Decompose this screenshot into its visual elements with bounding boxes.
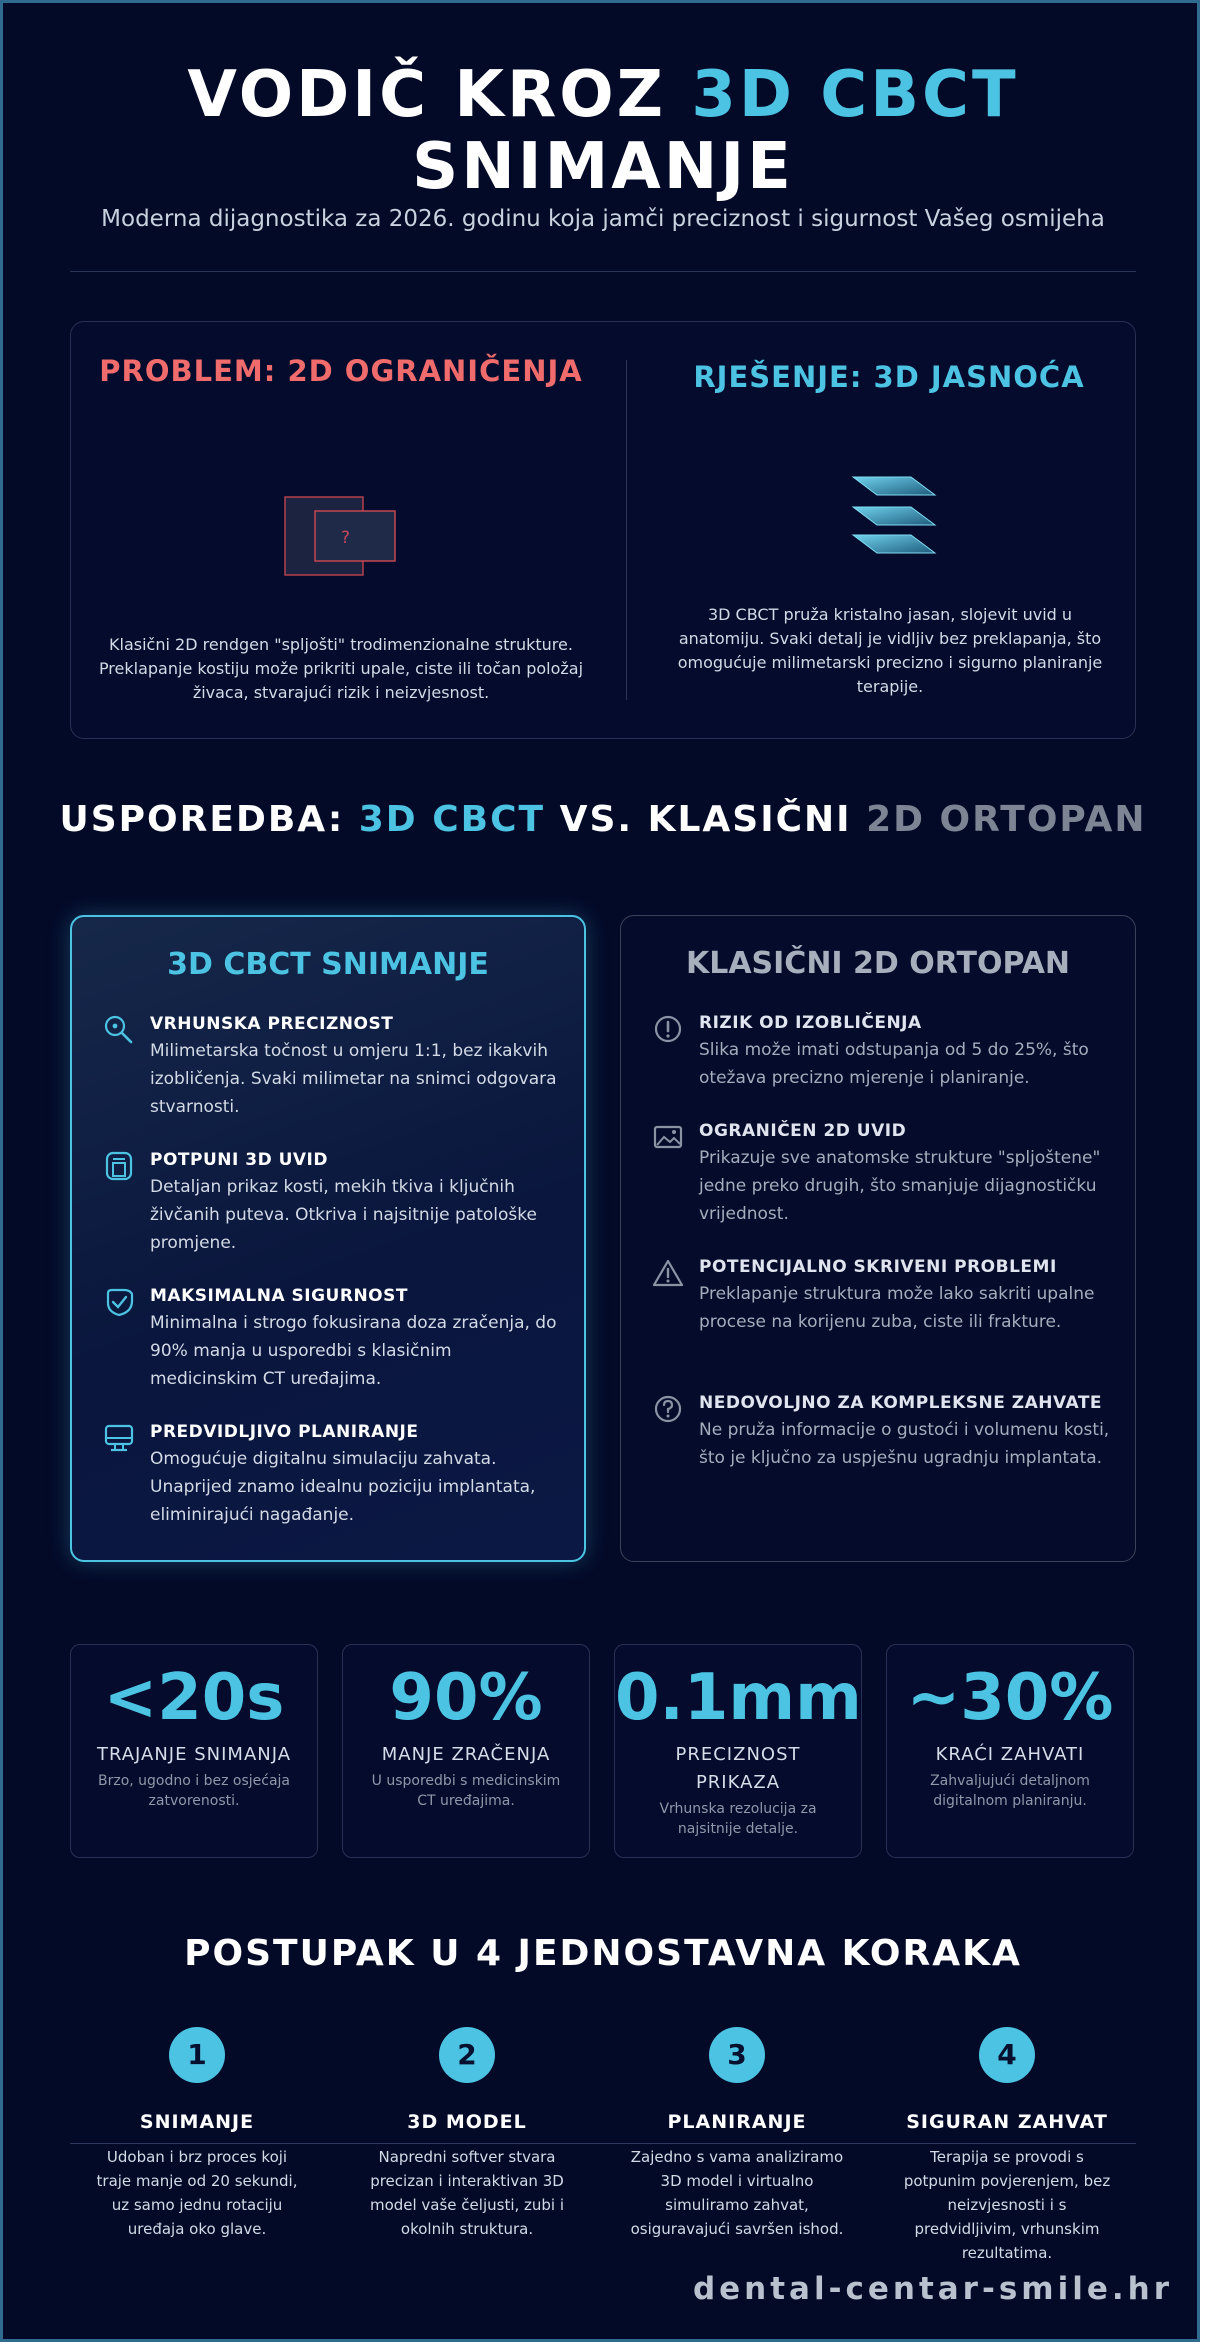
step-text: Udoban i brz proces koji traje manje od 20 sekundi, uz samo jednu rotaciju uređaja oko glave.	[96, 2148, 298, 2238]
stat-description: Vrhunska rezolucija za najsitnije detalje.	[659, 1801, 817, 1837]
stat-value: ~30%	[906, 1661, 1114, 1735]
step-text: Napredni softver stvara precizan i interaktivan 3D model vaše čeljusti, zubi i okolnih struktura.	[369, 2148, 565, 2238]
step-item	[352, 2027, 582, 2241]
page-title	[3, 59, 1203, 203]
cube-icon	[102, 1149, 136, 1183]
feature-item	[651, 1118, 1111, 1228]
comparison-title-part-2: 3D CBCT	[358, 799, 546, 840]
alert-circle-icon	[651, 1012, 685, 1046]
header-divider	[70, 271, 1136, 272]
layers-icon	[851, 473, 937, 557]
stat-value: <20s	[103, 1661, 285, 1735]
step-number-badge: 2	[439, 2027, 495, 2083]
feature-item	[651, 1390, 1111, 1472]
title-line-2: SNIMANJE	[412, 130, 794, 204]
stat-card-precision	[614, 1644, 862, 1858]
step-text: Terapija se provodi s potpunim povjerenjem, bez neizvjesnosti i s predvidljivim, vrhunskim rezultatima.	[903, 2148, 1111, 2262]
step-title: 3D MODEL	[407, 2111, 527, 2133]
card-2d-title: KLASIČNI 2D ORTOPAN	[685, 946, 1071, 981]
image-icon	[651, 1120, 685, 1154]
stat-card-radiation	[342, 1644, 590, 1858]
feature-item	[651, 1254, 1111, 1336]
comparison-title	[3, 799, 1203, 841]
stat-card-duration	[70, 1644, 318, 1858]
step-title: SIGURAN ZAHVAT	[906, 2111, 1108, 2133]
feature-text: Milimetarska točnost u omjeru 1:1, bez ikakvih izobličenja. Svaki milimetar na snimci odgovara stvarnosti.	[150, 1041, 557, 1117]
stat-label: PRECIZNOST PRIKAZA	[675, 1744, 801, 1793]
stat-card-shorter	[886, 1644, 1134, 1858]
feature-heading: PREDVIDLJIVO PLANIRANJE	[150, 1422, 419, 1442]
stat-value: 0.1mm	[615, 1661, 862, 1735]
feature-item	[102, 1011, 562, 1121]
feature-text: Omogućuje digitalnu simulaciju zahvata. Unaprijed znamo idealnu poziciju implantata, eliminirajući nagađanje.	[150, 1449, 536, 1525]
feature-heading: NEDOVOLJNO ZA KOMPLEKSNE ZAHVATE	[699, 1393, 1103, 1413]
solution-title: RJEŠENJE: 3D JASNOĆA	[693, 360, 1085, 394]
step-item	[892, 2027, 1122, 2265]
feature-heading: OGRANIČEN 2D UVID	[699, 1121, 907, 1141]
xray-overlap-icon	[283, 495, 399, 579]
card-3d-cbct	[70, 915, 586, 1562]
steps-title: POSTUPAK U 4 JEDNOSTAVNA KORAKA	[184, 1933, 1022, 1974]
warning-triangle-icon	[651, 1256, 685, 1290]
feature-text: Prikazuje sve anatomske strukture "spljoštene" jedne preko drugih, što smanjuje dijagnostičku vrijednost.	[699, 1148, 1101, 1224]
feature-item	[651, 1010, 1111, 1092]
card-2d-ortopan	[620, 915, 1136, 1562]
step-title: SNIMANJE	[139, 2111, 255, 2133]
problem-solution-separator	[626, 360, 627, 700]
problem-text: Klasični 2D rendgen "spljošti" trodimenzionalne strukture. Preklapanje kostiju može prikriti upale, ciste ili točan položaj živaca, stvarajući rizik i neizvjesnost.	[98, 635, 584, 702]
stat-description: U usporedbi s medicinskim CT uređajima.	[371, 1773, 561, 1809]
feature-heading: MAKSIMALNA SIGURNOST	[150, 1286, 408, 1306]
stat-label: TRAJANJE SNIMANJA	[96, 1744, 292, 1765]
feature-text: Slika može imati odstupanja od 5 do 25%, što otežava precizno mjerenje i planiranje.	[699, 1040, 1089, 1088]
feature-heading: POTENCIJALNO SKRIVENI PROBLEMI	[699, 1257, 1057, 1277]
feature-heading: VRHUNSKA PRECIZNOST	[150, 1014, 394, 1034]
card-3d-title: 3D CBCT SNIMANJE	[167, 947, 489, 982]
shield-check-icon	[102, 1285, 136, 1319]
feature-item	[102, 1147, 562, 1257]
monitor-icon	[102, 1421, 136, 1455]
feature-item	[102, 1419, 562, 1529]
comparison-title-part-3: VS. KLASIČNI	[545, 799, 867, 840]
step-number-badge: 4	[979, 2027, 1035, 2083]
stat-description: Brzo, ugodno i bez osjećaja zatvorenosti.	[97, 1773, 291, 1809]
step-text: Zajedno s vama analiziramo 3D model i virtualno simuliramo zahvat, osiguravajući savršen ishod.	[630, 2148, 844, 2238]
step-number-badge: 1	[169, 2027, 225, 2083]
feature-text: Detaljan prikaz kosti, mekih tkiva i ključnih živčanih puteva. Otkriva i najsitnije patološke promjene.	[150, 1177, 537, 1253]
feature-text: Minimalna i strogo fokusirana doza zračenja, do 90% manja u usporedbi s klasičnim medicinskim CT uređajima.	[150, 1313, 557, 1389]
solution-text: 3D CBCT pruža kristalno jasan, slojevit uvid u anatomiju. Svaki detalj je vidljiv bez preklapanja, što omogućuje milimetarski precizno i sigurno planiranje terapije.	[677, 605, 1103, 696]
title-part-accent: 3D CBCT	[691, 58, 1019, 132]
step-title: PLANIRANJE	[667, 2111, 807, 2133]
feature-text: Ne pruža informacije o gustoći i volumenu kosti, što je ključno za uspješnu ugradnju implantata.	[699, 1420, 1110, 1468]
feature-text: Preklapanje struktura može lako sakriti upalne procese na korijenu zuba, ciste ili frakture.	[699, 1284, 1095, 1332]
feature-item	[102, 1283, 562, 1393]
comparison-title-part-4: 2D ORTOPAN	[866, 799, 1147, 840]
feature-heading: RIZIK OD IZOBLIČENJA	[699, 1013, 922, 1033]
stat-label: MANJE ZRAČENJA	[381, 1744, 551, 1765]
step-item	[82, 2027, 312, 2241]
footer-website: dental-centar-smile.hr	[692, 2271, 1173, 2307]
problem-title: PROBLEM: 2D OGRANIČENJA	[99, 354, 583, 388]
comparison-title-part-1: USPOREDBA:	[59, 799, 359, 840]
step-item	[622, 2027, 852, 2241]
stat-value: 90%	[389, 1661, 543, 1735]
question-circle-icon	[651, 1392, 685, 1426]
feature-heading: POTPUNI 3D UVID	[150, 1150, 328, 1170]
step-number-badge: 3	[709, 2027, 765, 2083]
stat-description: Zahvaljujući detaljnom digitalnom planiranju.	[930, 1773, 1090, 1809]
stat-label: KRAĆI ZAHVATI	[935, 1744, 1085, 1765]
xray-question-mark: ?	[341, 528, 351, 548]
title-part-1: VODIČ KROZ	[187, 58, 692, 132]
search-icon	[102, 1013, 136, 1047]
page-subtitle: Moderna dijagnostika za 2026. godinu koja jamči preciznost i sigurnost Vašeg osmijeha	[101, 206, 1105, 232]
